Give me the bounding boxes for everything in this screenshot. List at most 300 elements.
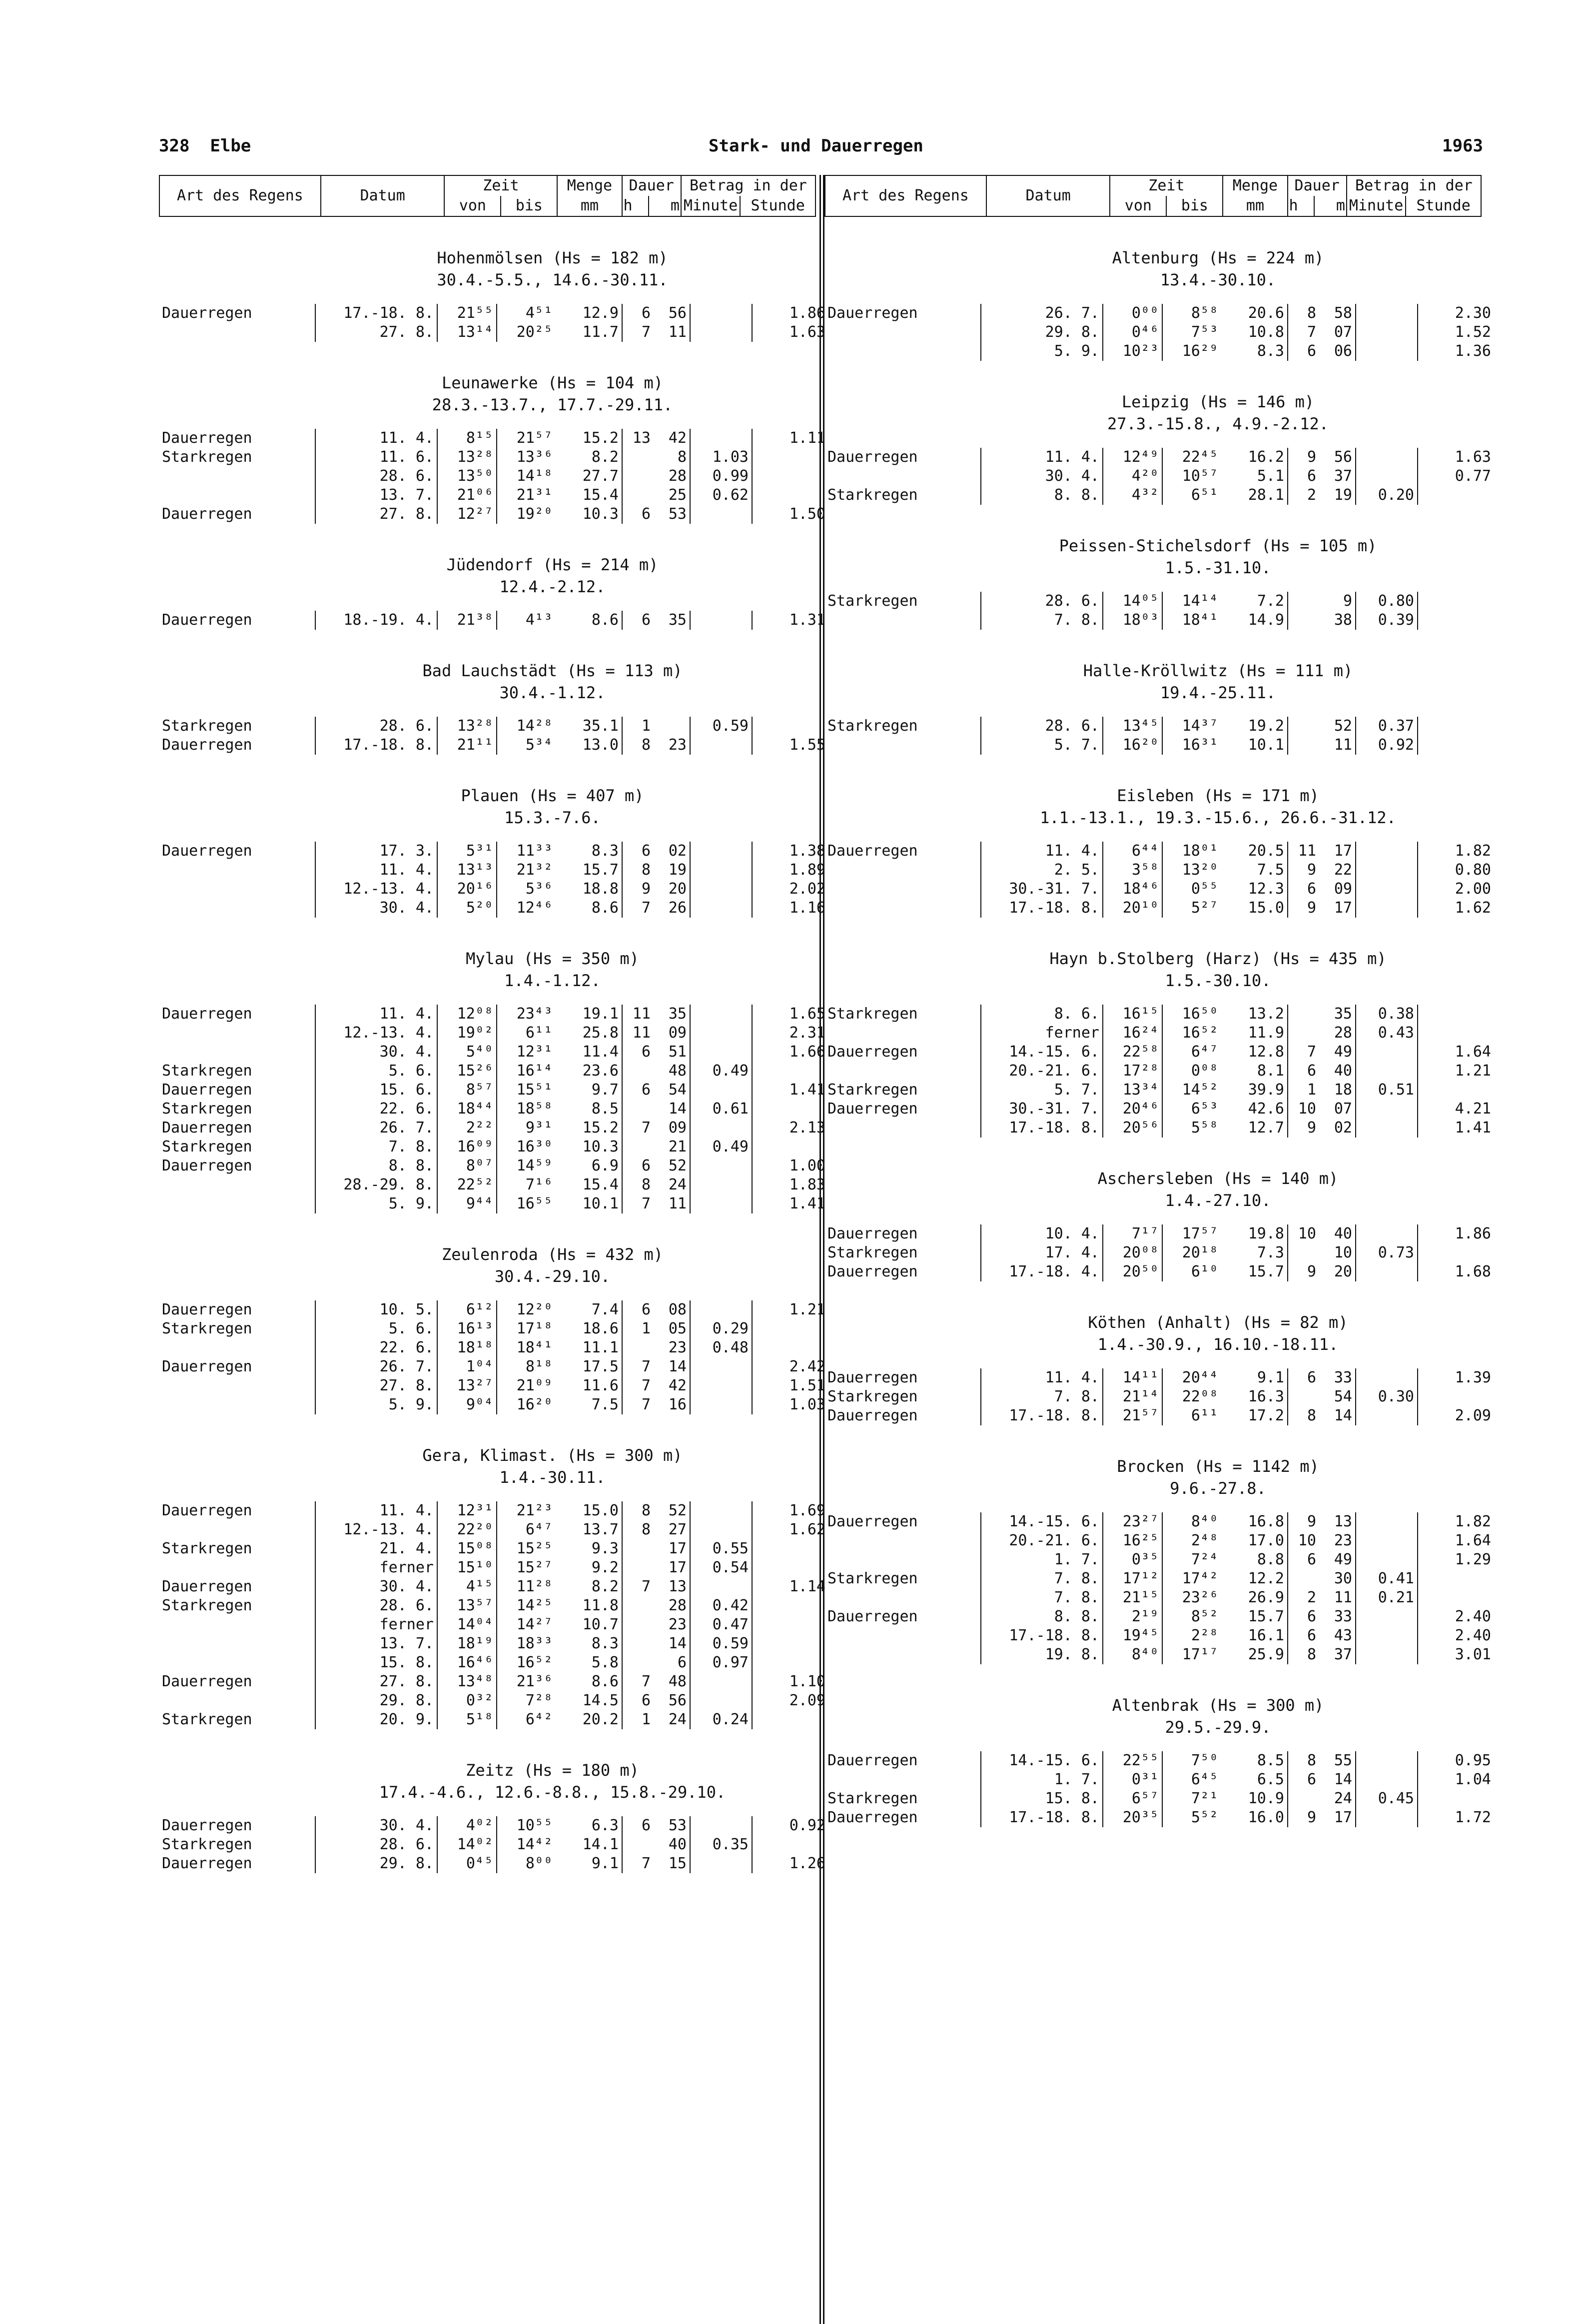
table-row xyxy=(159,1501,828,1520)
table-row xyxy=(159,1175,828,1194)
station-block xyxy=(159,785,825,918)
table-row xyxy=(824,1770,1494,1789)
rate-per-hour-cell: 2.40 xyxy=(1418,1626,1494,1645)
duration-hours-cell xyxy=(622,1634,654,1653)
rate-per-minute-cell xyxy=(690,1175,752,1194)
header-datum: Datum xyxy=(321,175,445,216)
rain-type-cell xyxy=(824,1119,981,1138)
rate-per-hour-cell xyxy=(752,1615,828,1634)
station-name: Leunawerke (Hs = 104 m) xyxy=(441,373,664,392)
time-to-cell: 6⁴⁷ xyxy=(497,1520,556,1539)
table-row xyxy=(159,1194,828,1213)
duration-hours-cell: 6 xyxy=(622,1300,654,1319)
duration-minutes-cell: 10 xyxy=(1334,1244,1352,1261)
rate-per-hour-cell xyxy=(752,1338,828,1357)
date-cell: 5. 9. xyxy=(315,1395,437,1414)
rate-per-hour-cell xyxy=(1418,736,1494,755)
station-period: 29.5.-29.9. xyxy=(1165,1718,1271,1737)
date-cell: 22. 6. xyxy=(315,1338,437,1357)
amount-cell: 14.1 xyxy=(582,1836,619,1853)
header-m: m xyxy=(649,196,681,216)
station-name: Peissen-Stichelsdorf (Hs = 105 m) xyxy=(1059,536,1377,555)
duration-minutes-cell: 48 xyxy=(668,1062,687,1080)
duration-minutes-cell: 27 xyxy=(668,1521,687,1538)
duration-minutes-cell: 24 xyxy=(668,1176,687,1193)
table-row xyxy=(159,448,828,467)
duration-hours-cell: 8 xyxy=(622,736,654,755)
time-from-cell: 13⁵⁰ xyxy=(437,467,497,486)
duration-hours-cell: 7 xyxy=(622,1376,654,1395)
amount-cell: 9.3 xyxy=(591,1540,619,1557)
time-to-cell: 5³⁶ xyxy=(497,880,556,899)
duration-hours-cell: 6 xyxy=(1288,1062,1319,1081)
amount-cell: 27.7 xyxy=(582,467,619,485)
rain-type-cell: Dauerregen xyxy=(827,1100,918,1118)
header-stunde: Stunde xyxy=(740,196,815,216)
amount-cell: 10.3 xyxy=(582,1138,619,1156)
table-row xyxy=(159,1653,828,1672)
date-cell: 7. 8. xyxy=(315,1138,437,1157)
rain-type-cell: Dauerregen xyxy=(162,1157,252,1174)
rate-per-minute-cell xyxy=(1356,861,1418,880)
rate-per-hour-cell: 1.00 xyxy=(752,1157,828,1175)
time-to-cell: 6¹⁰ xyxy=(1162,1262,1221,1281)
time-from-cell: 21¹¹ xyxy=(437,736,497,755)
duration-minutes-cell: 20 xyxy=(1334,1263,1352,1280)
duration-minutes-cell: 48 xyxy=(668,1673,687,1690)
rate-per-hour-cell xyxy=(752,448,828,467)
station-name: Altenburg (Hs = 224 m) xyxy=(1112,248,1324,267)
date-cell: 27. 8. xyxy=(315,505,437,524)
duration-minutes-cell: 18 xyxy=(1334,1081,1352,1099)
station-period: 1.4.-1.12. xyxy=(504,971,601,990)
time-from-cell: 16¹⁵ xyxy=(1103,1005,1162,1024)
right-column xyxy=(824,175,1491,1827)
rate-per-hour-cell xyxy=(752,1634,828,1653)
rate-per-hour-cell xyxy=(1418,1387,1494,1406)
table-row xyxy=(159,1558,828,1577)
rain-type-cell: Starkregen xyxy=(162,448,252,466)
amount-cell: 7.3 xyxy=(1257,1244,1284,1261)
duration-hours-cell: 7 xyxy=(622,1119,654,1138)
duration-hours-cell: 8 xyxy=(1288,1406,1319,1425)
rate-per-hour-cell xyxy=(752,1710,828,1729)
time-from-cell: 22⁵⁸ xyxy=(1103,1043,1162,1062)
station-table xyxy=(824,304,1494,361)
table-row xyxy=(159,899,828,918)
table-row xyxy=(824,1005,1494,1024)
time-from-cell: 16²⁴ xyxy=(1103,1024,1162,1043)
time-to-cell: 2⁴⁸ xyxy=(1162,1531,1221,1550)
amount-cell: 9.7 xyxy=(591,1081,619,1099)
time-from-cell: 15²⁶ xyxy=(437,1062,497,1081)
rate-per-minute-cell: 0.41 xyxy=(1356,1569,1418,1588)
amount-cell: 8.2 xyxy=(591,1578,619,1595)
date-cell: 10. 4. xyxy=(981,1224,1103,1243)
duration-hours-cell xyxy=(622,486,654,505)
date-cell: 11. 6. xyxy=(315,448,437,467)
table-row xyxy=(824,1588,1494,1607)
table-row xyxy=(159,1539,828,1558)
table-row xyxy=(824,611,1494,630)
header-art: Art des Regens xyxy=(825,175,986,216)
time-to-cell: 8⁰⁰ xyxy=(497,1854,556,1873)
duration-minutes-cell: 52 xyxy=(668,1502,687,1519)
time-to-cell: 8⁴⁰ xyxy=(1162,1512,1221,1531)
amount-cell: 15.2 xyxy=(582,1119,619,1137)
time-from-cell: 16¹³ xyxy=(437,1319,497,1338)
station-name: Bad Lauchstädt (Hs = 113 m) xyxy=(422,661,683,680)
amount-cell: 10.1 xyxy=(1248,736,1284,754)
time-from-cell: 1⁰⁴ xyxy=(437,1357,497,1376)
time-to-cell: 16⁵² xyxy=(1162,1024,1221,1043)
rate-per-hour-cell xyxy=(1418,1024,1494,1043)
header-m: m xyxy=(1314,196,1347,216)
station-name: Halle-Kröllwitz (Hs = 111 m) xyxy=(1083,661,1353,680)
duration-minutes-cell: 38 xyxy=(1334,611,1352,629)
rain-type-cell: Dauerregen xyxy=(162,1358,252,1375)
rate-per-hour-cell: 1.41 xyxy=(752,1194,828,1213)
station-table xyxy=(159,1005,828,1213)
table-row xyxy=(159,1043,828,1062)
time-to-cell: 21³² xyxy=(497,861,556,880)
date-cell: 28. 6. xyxy=(315,1835,437,1854)
time-from-cell: 8⁵⁷ xyxy=(437,1081,497,1100)
rain-type-cell: Dauerregen xyxy=(827,1369,918,1386)
table-row xyxy=(824,448,1494,467)
duration-minutes-cell: 06 xyxy=(1334,342,1352,360)
duration-minutes-cell: 11 xyxy=(668,323,687,341)
duration-minutes-cell: 23 xyxy=(668,736,687,754)
station-period: 19.4.-25.11. xyxy=(1160,683,1276,702)
time-from-cell: 13²⁸ xyxy=(437,448,497,467)
date-cell: 12.-13. 4. xyxy=(315,1520,437,1539)
amount-cell: 11.7 xyxy=(582,323,619,341)
rate-per-hour-cell: 1.26 xyxy=(752,1854,828,1873)
rate-per-minute-cell xyxy=(1356,1512,1418,1531)
table-row xyxy=(824,1626,1494,1645)
time-from-cell: 8¹⁵ xyxy=(437,429,497,448)
table-row xyxy=(159,1577,828,1596)
date-cell: 28.-29. 8. xyxy=(315,1175,437,1194)
rain-type-cell: Starkregen xyxy=(162,1100,252,1118)
time-to-cell: 7²⁴ xyxy=(1162,1550,1221,1569)
time-from-cell: 13⁴⁵ xyxy=(1103,717,1162,736)
rain-type-cell xyxy=(159,861,315,880)
rate-per-minute-cell xyxy=(1356,880,1418,899)
rain-type-cell: Dauerregen xyxy=(162,1855,252,1872)
duration-minutes-cell: 40 xyxy=(668,1836,687,1853)
date-cell: ferner xyxy=(981,1024,1103,1043)
amount-cell: 18.8 xyxy=(582,880,619,898)
rate-per-minute-cell xyxy=(1356,1607,1418,1626)
time-from-cell: 20⁰⁸ xyxy=(1103,1243,1162,1262)
rain-type-cell xyxy=(824,861,981,880)
time-to-cell: 9³¹ xyxy=(497,1119,556,1138)
rate-per-hour-cell xyxy=(1418,592,1494,611)
station-block xyxy=(824,1167,1491,1281)
rain-type-cell: Dauerregen xyxy=(827,1225,918,1242)
table-row xyxy=(824,323,1494,342)
time-from-cell: 16²⁵ xyxy=(1103,1531,1162,1550)
duration-hours-cell xyxy=(622,1100,654,1119)
rain-type-cell: Starkregen xyxy=(827,717,918,735)
duration-minutes-cell: 15 xyxy=(668,1855,687,1872)
amount-cell: 12.8 xyxy=(1248,1043,1284,1061)
header-betrag: Betrag in der xyxy=(681,175,815,196)
rate-per-hour-cell: 3.01 xyxy=(1418,1645,1494,1664)
station-period: 30.4.-5.5., 14.6.-30.11. xyxy=(437,270,668,289)
rate-per-minute-cell xyxy=(690,899,752,918)
rate-per-minute-cell xyxy=(1356,1100,1418,1119)
duration-hours-cell xyxy=(1288,1005,1319,1024)
time-to-cell: 14²⁵ xyxy=(497,1596,556,1615)
rate-per-minute-cell xyxy=(1356,1262,1418,1281)
amount-cell: 8.5 xyxy=(1257,1752,1284,1769)
amount-cell: 28.1 xyxy=(1248,486,1284,504)
time-from-cell: 10²³ xyxy=(1103,342,1162,361)
duration-hours-cell: 9 xyxy=(1288,899,1319,918)
table-row xyxy=(159,1634,828,1653)
station-period: 30.4.-29.10. xyxy=(494,1267,611,1286)
amount-cell: 42.6 xyxy=(1248,1100,1284,1118)
table-row xyxy=(824,1062,1494,1081)
rain-type-cell: Dauerregen xyxy=(162,1301,252,1318)
rate-per-hour-cell: 1.86 xyxy=(752,304,828,323)
station-table xyxy=(824,717,1494,755)
time-from-cell: 13¹⁴ xyxy=(437,323,497,342)
time-from-cell: 7¹⁷ xyxy=(1103,1224,1162,1243)
time-to-cell: 18⁴¹ xyxy=(497,1338,556,1357)
table-row xyxy=(824,1531,1494,1550)
station-block xyxy=(824,948,1491,1138)
duration-hours-cell: 6 xyxy=(1288,1368,1319,1387)
rain-type-cell xyxy=(159,1194,315,1213)
time-to-cell: 12²⁰ xyxy=(497,1300,556,1319)
rate-per-hour-cell: 1.86 xyxy=(1418,1224,1494,1243)
duration-minutes-cell: 40 xyxy=(1334,1225,1352,1242)
time-to-cell: 13²⁰ xyxy=(1162,861,1221,880)
rate-per-minute-cell xyxy=(1356,1224,1418,1243)
amount-cell: 15.2 xyxy=(582,429,619,447)
rain-type-cell xyxy=(159,467,315,486)
duration-minutes-cell: 40 xyxy=(1334,1062,1352,1080)
date-cell: 30. 4. xyxy=(315,1577,437,1596)
duration-hours-cell: 10 xyxy=(1288,1531,1319,1550)
time-from-cell: 14¹¹ xyxy=(1103,1368,1162,1387)
date-cell: 28. 6. xyxy=(315,467,437,486)
rate-per-hour-cell: 1.31 xyxy=(752,611,828,630)
time-to-cell: 14⁴² xyxy=(497,1835,556,1854)
date-cell: 7. 8. xyxy=(981,1569,1103,1588)
duration-minutes-cell: 42 xyxy=(668,1377,687,1394)
station-name: Brocken (Hs = 1142 m) xyxy=(1117,1457,1319,1476)
date-cell: 26. 7. xyxy=(315,1119,437,1138)
table-row xyxy=(824,1512,1494,1531)
amount-cell: 13.0 xyxy=(582,736,619,754)
rain-type-cell: Starkregen xyxy=(162,1320,252,1337)
amount-cell: 11.8 xyxy=(582,1597,619,1614)
amount-cell: 6.5 xyxy=(1257,1771,1284,1788)
rate-per-minute-cell: 0.39 xyxy=(1356,611,1418,630)
duration-hours-cell: 9 xyxy=(1288,1808,1319,1827)
time-from-cell: 17²⁸ xyxy=(1103,1062,1162,1081)
station-period: 1.4.-30.9., 16.10.-18.11. xyxy=(1097,1335,1339,1354)
rain-type-cell xyxy=(824,1770,981,1789)
page-number-and-river xyxy=(159,136,251,156)
table-row xyxy=(824,1024,1494,1043)
duration-minutes-cell: 26 xyxy=(668,899,687,917)
date-cell: 29. 8. xyxy=(315,1854,437,1873)
amount-cell: 8.3 xyxy=(591,842,619,860)
rain-type-cell xyxy=(159,1043,315,1062)
station-table xyxy=(824,1368,1494,1425)
duration-hours-cell: 1 xyxy=(622,1710,654,1729)
rate-per-hour-cell: 1.82 xyxy=(1418,842,1494,861)
station-block xyxy=(824,660,1482,755)
duration-minutes-cell: 14 xyxy=(1334,1407,1352,1424)
time-to-cell: 21³⁶ xyxy=(497,1672,556,1691)
table-row xyxy=(159,1615,828,1634)
table-row xyxy=(824,717,1494,736)
time-from-cell: 20⁵⁰ xyxy=(1103,1262,1162,1281)
time-to-cell: 15⁵¹ xyxy=(497,1081,556,1100)
duration-minutes-cell: 35 xyxy=(1334,1005,1352,1023)
duration-minutes-cell: 58 xyxy=(1334,304,1352,322)
duration-minutes-cell: 07 xyxy=(1334,323,1352,341)
time-to-cell: 17¹⁸ xyxy=(497,1319,556,1338)
rain-type-cell: Starkregen xyxy=(827,486,918,504)
amount-cell: 16.0 xyxy=(1248,1809,1284,1826)
date-cell: 13. 7. xyxy=(315,1634,437,1653)
duration-minutes-cell: 02 xyxy=(1334,1119,1352,1137)
rate-per-hour-cell: 1.62 xyxy=(752,1520,828,1539)
table-row xyxy=(159,1596,828,1615)
rain-type-cell: Dauerregen xyxy=(827,842,918,860)
rain-type-cell: Starkregen xyxy=(827,1081,918,1099)
time-from-cell: 22²⁰ xyxy=(437,1520,497,1539)
duration-minutes-cell xyxy=(654,717,690,736)
rate-per-minute-cell xyxy=(690,1501,752,1520)
table-row xyxy=(159,1319,828,1338)
duration-hours-cell: 9 xyxy=(1288,1262,1319,1281)
duration-minutes-cell: 13 xyxy=(1334,1513,1352,1530)
rate-per-minute-cell: 0.99 xyxy=(690,467,752,486)
duration-minutes-cell: 11 xyxy=(1334,1589,1352,1606)
rate-per-minute-cell xyxy=(690,1157,752,1175)
rate-per-minute-cell xyxy=(1356,1043,1418,1062)
time-to-cell: 7⁵⁰ xyxy=(1162,1751,1221,1770)
rain-type-cell: Starkregen xyxy=(827,1790,918,1807)
amount-cell: 11.6 xyxy=(582,1377,619,1394)
duration-hours-cell: 6 xyxy=(622,505,654,524)
rate-per-hour-cell: 1.10 xyxy=(752,1672,828,1691)
rate-per-minute-cell xyxy=(690,1043,752,1062)
date-cell: 20. 9. xyxy=(315,1710,437,1729)
rate-per-hour-cell: 1.39 xyxy=(1418,1368,1494,1387)
date-cell: 15. 6. xyxy=(315,1081,437,1100)
date-cell: 5. 6. xyxy=(315,1319,437,1338)
station-name: Hayn b.Stolberg (Harz) (Hs = 435 m) xyxy=(1049,949,1387,968)
table-row xyxy=(824,467,1494,486)
rain-type-cell xyxy=(159,323,315,342)
rate-per-hour-cell: 1.63 xyxy=(1418,448,1494,467)
amount-cell: 19.2 xyxy=(1248,717,1284,735)
rain-type-cell xyxy=(824,1645,981,1664)
amount-cell: 16.2 xyxy=(1248,448,1284,466)
time-to-cell: 21⁰⁹ xyxy=(497,1376,556,1395)
date-cell: 29. 8. xyxy=(315,1691,437,1710)
rate-per-minute-cell: 0.80 xyxy=(1356,592,1418,611)
date-cell: 28. 6. xyxy=(981,717,1103,736)
time-from-cell: 13³⁴ xyxy=(1103,1081,1162,1100)
rain-type-cell: Dauerregen xyxy=(162,1119,252,1137)
rate-per-minute-cell: 0.49 xyxy=(690,1062,752,1081)
duration-hours-cell: 1 xyxy=(1288,1081,1319,1100)
duration-minutes-cell: 35 xyxy=(668,611,687,629)
time-from-cell: 14⁰⁵ xyxy=(1103,592,1162,611)
time-from-cell: 22⁵⁵ xyxy=(1103,1751,1162,1770)
rain-type-cell: Dauerregen xyxy=(162,842,252,860)
rate-per-hour-cell: 2.09 xyxy=(752,1691,828,1710)
amount-cell: 20.2 xyxy=(582,1711,619,1728)
rate-per-minute-cell: 1.03 xyxy=(690,448,752,467)
date-cell: 8. 8. xyxy=(315,1157,437,1175)
time-to-cell: 16⁵⁵ xyxy=(497,1194,556,1213)
rain-type-cell: Starkregen xyxy=(162,1138,252,1156)
rain-type-cell: Dauerregen xyxy=(162,1578,252,1595)
amount-cell: 8.1 xyxy=(1257,1062,1284,1080)
rate-per-hour-cell: 1.11 xyxy=(752,429,828,448)
time-from-cell: 15⁰⁸ xyxy=(437,1539,497,1558)
station-block xyxy=(159,247,825,342)
time-to-cell: 8¹⁸ xyxy=(497,1357,556,1376)
date-cell: 30. 4. xyxy=(981,467,1103,486)
table-row xyxy=(159,1005,828,1024)
rate-per-minute-cell: 0.37 xyxy=(1356,717,1418,736)
time-from-cell: 2¹⁹ xyxy=(1103,1607,1162,1626)
rate-per-hour-cell: 1.29 xyxy=(1418,1550,1494,1569)
amount-cell: 8.6 xyxy=(591,1673,619,1690)
table-row xyxy=(159,467,828,486)
rate-per-hour-cell xyxy=(752,467,828,486)
time-from-cell: 13¹³ xyxy=(437,861,497,880)
table-row xyxy=(159,486,828,505)
station-table xyxy=(824,1751,1494,1827)
duration-minutes-cell: 9 xyxy=(1343,592,1352,610)
rate-per-minute-cell: 0.29 xyxy=(690,1319,752,1338)
table-row xyxy=(159,861,828,880)
rain-type-cell: Dauerregen xyxy=(162,429,252,447)
station-table xyxy=(824,1224,1494,1281)
duration-minutes-cell: 22 xyxy=(1334,861,1352,879)
duration-hours-cell: 11 xyxy=(622,1005,654,1024)
duration-minutes-cell: 13 xyxy=(668,1578,687,1595)
duration-minutes-cell: 8 xyxy=(677,448,687,466)
time-from-cell: 0⁴⁵ xyxy=(437,1854,497,1873)
time-from-cell: 16²⁰ xyxy=(1103,736,1162,755)
rain-type-cell: Dauerregen xyxy=(827,304,918,322)
time-to-cell: 23⁴³ xyxy=(497,1005,556,1024)
date-cell: 30. 4. xyxy=(315,1043,437,1062)
rate-per-minute-cell xyxy=(1356,1406,1418,1425)
rate-per-hour-cell: 1.04 xyxy=(1418,1770,1494,1789)
header-menge: Menge xyxy=(557,175,622,196)
rate-per-minute-cell xyxy=(690,1194,752,1213)
date-cell: 21. 4. xyxy=(315,1539,437,1558)
time-from-cell: 6⁴⁴ xyxy=(1103,842,1162,861)
rain-type-cell: Dauerregen xyxy=(827,1043,918,1061)
